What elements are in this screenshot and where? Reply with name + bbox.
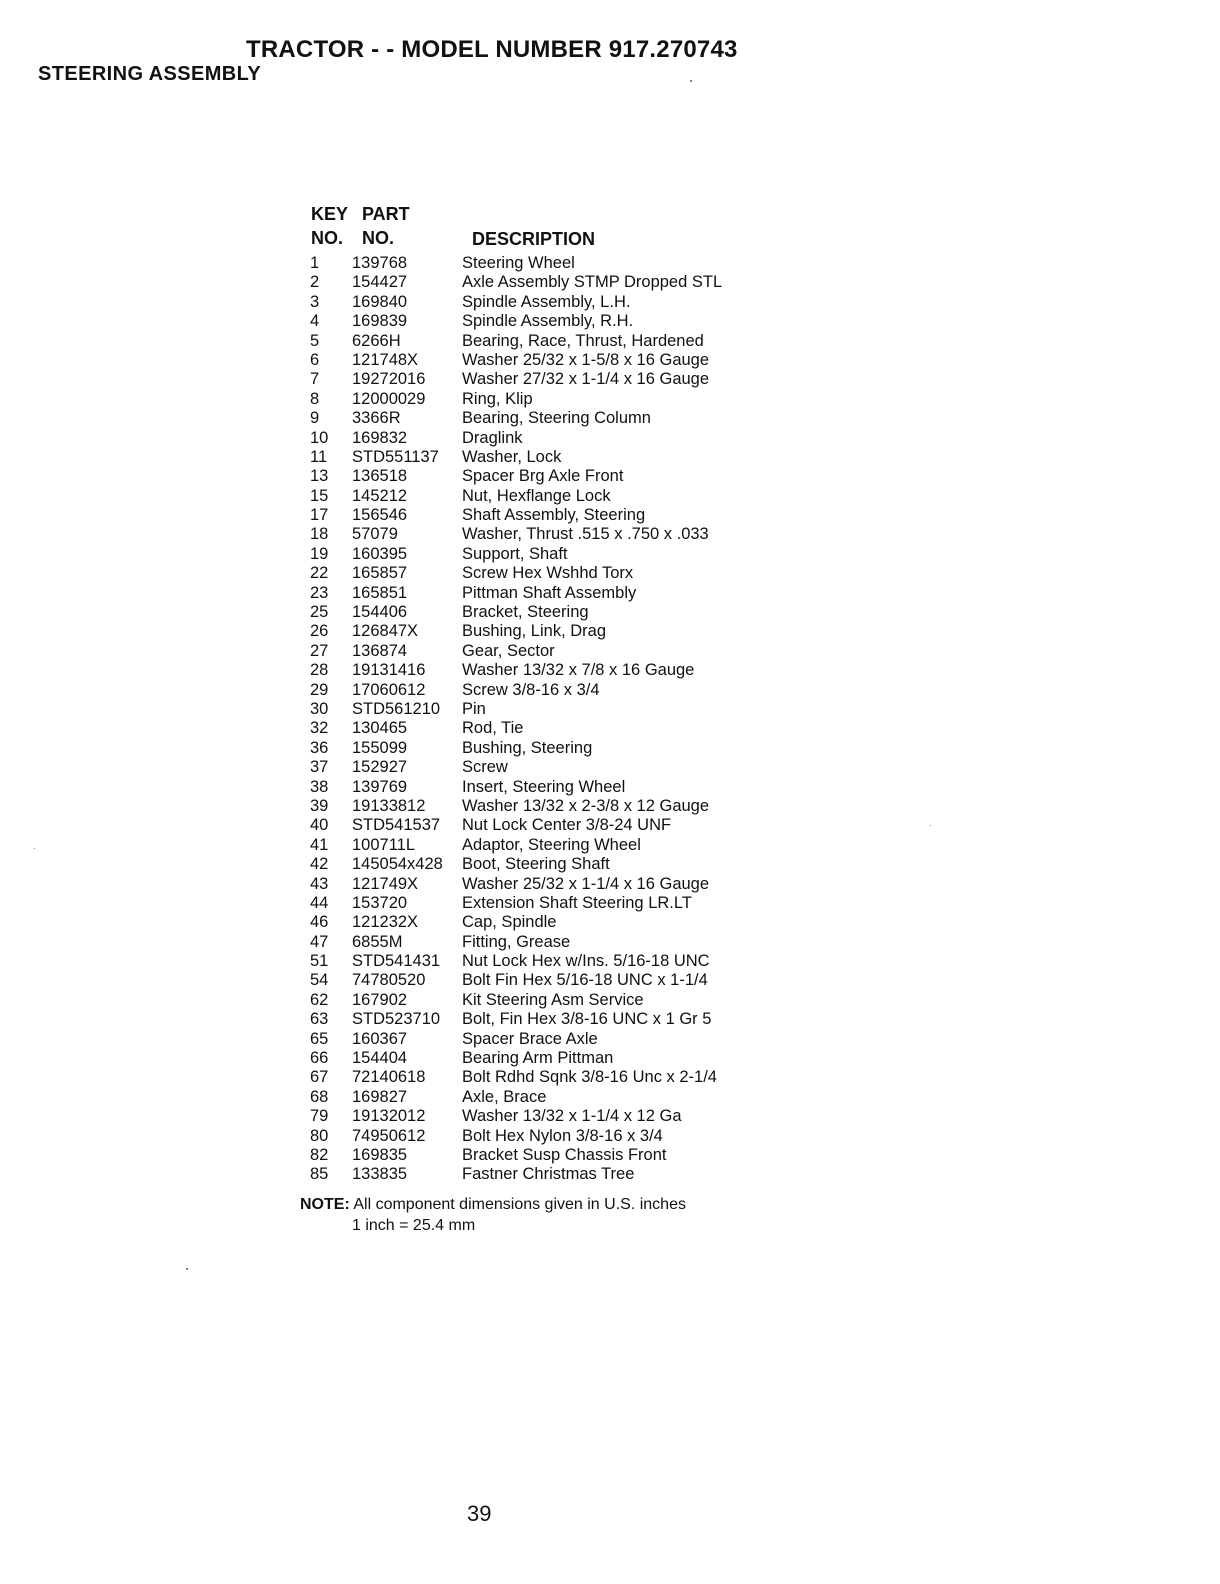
- part-no-cell: 121748X: [352, 350, 419, 369]
- part-no-cell: 74950612: [352, 1126, 426, 1145]
- key-no-cell: 23: [310, 583, 329, 602]
- description-cell: Screw 3/8-16 x 3/4: [462, 680, 600, 699]
- table-row: [300, 1107, 770, 1126]
- description-cell: Bracket, Steering: [462, 603, 589, 622]
- part-no-cell: 57079: [352, 525, 398, 544]
- table-row: [300, 855, 770, 874]
- description-cell: Washer 27/32 x 1-1/4 x 16 Gauge: [462, 370, 710, 389]
- table-row: [300, 603, 770, 622]
- key-no-cell: 30: [310, 699, 329, 718]
- part-no-cell: STD541537: [352, 816, 441, 835]
- table-row: [300, 719, 770, 738]
- note-text: All component dimensions given in U.S. inches: [353, 1196, 686, 1213]
- table-row: [300, 273, 770, 292]
- key-no-cell: 38: [310, 777, 329, 796]
- table-row: [300, 525, 770, 544]
- table-row: [300, 991, 770, 1010]
- table-row: [300, 1010, 770, 1029]
- part-no-cell: 12000029: [352, 389, 426, 408]
- key-no-cell: 62: [310, 990, 329, 1009]
- part-no-cell: 165857: [352, 564, 408, 583]
- key-no-cell: 36: [310, 738, 329, 757]
- key-no-cell: 10: [310, 428, 329, 447]
- description-cell: Pin: [462, 699, 486, 718]
- description-cell: Nut Lock Hex w/Ins. 5/16-18 UNC: [462, 952, 710, 971]
- key-no-cell: 54: [310, 971, 329, 990]
- key-no-cell: 27: [310, 641, 329, 660]
- key-no-cell: 19: [310, 544, 329, 563]
- part-no-cell: 169839: [352, 312, 408, 331]
- part-no-cell: 121232X: [352, 913, 419, 932]
- description-cell: Draglink: [462, 428, 523, 447]
- description-cell: Steering Wheel: [462, 254, 575, 272]
- description-cell: Axle, Brace: [462, 1087, 547, 1106]
- description-cell: Bolt Fin Hex 5/16-18 UNC x 1-1/4: [462, 971, 708, 990]
- part-no-cell: 121749X: [352, 874, 419, 893]
- part-no-cell: 169835: [352, 1145, 408, 1164]
- part-no-cell: 154406: [352, 603, 408, 622]
- description-header: DESCRIPTION: [472, 229, 596, 249]
- key-no-cell: 40: [310, 816, 329, 835]
- part-no-cell: 72140618: [352, 1068, 426, 1087]
- key-no-cell: 17: [310, 506, 329, 525]
- part-no-cell: 139768: [352, 254, 408, 272]
- note-label: NOTE:: [300, 1196, 350, 1213]
- key-no-cell: 41: [310, 835, 329, 854]
- table-row: [300, 1030, 770, 1049]
- key-no-cell: 47: [310, 932, 329, 951]
- key-no-cell: 80: [310, 1126, 329, 1145]
- part-no-cell: STD541431: [352, 952, 441, 971]
- table-row: [300, 1088, 770, 1107]
- description-cell: Rod, Tie: [462, 719, 524, 738]
- part-no-header-line1: PART: [362, 204, 410, 224]
- table-row: [300, 681, 770, 700]
- description-cell: Support, Shaft: [462, 544, 568, 563]
- part-no-cell: 136518: [352, 467, 408, 486]
- description-cell: Bearing Arm Pittman: [462, 1049, 614, 1068]
- part-no-cell: 169827: [352, 1087, 408, 1106]
- description-cell: Bolt, Fin Hex 3/8-16 UNC x 1 Gr 5: [462, 1010, 712, 1029]
- description-cell: Axle Assembly STMP Dropped STL: [462, 273, 723, 292]
- parts-list: [300, 254, 770, 1185]
- table-row: [300, 1127, 770, 1146]
- table-row: [300, 797, 770, 816]
- part-no-cell: 160367: [352, 1029, 408, 1048]
- description-cell: Spindle Assembly, R.H.: [462, 312, 634, 331]
- description-cell: Adaptor, Steering Wheel: [462, 835, 641, 854]
- description-cell: Spacer Brg Axle Front: [462, 467, 624, 486]
- description-cell: Fitting, Grease: [462, 932, 571, 951]
- description-cell: Pittman Shaft Assembly: [462, 583, 637, 602]
- table-row: [300, 894, 770, 913]
- table-row: [300, 622, 770, 641]
- part-no-cell: 169832: [352, 428, 408, 447]
- key-no-header-line2: NO.: [311, 228, 344, 248]
- description-cell: Nut Lock Center 3/8-24 UNF: [462, 816, 672, 835]
- table-row: [300, 293, 770, 312]
- part-no-cell: 156546: [352, 506, 408, 525]
- part-no-header-line2: NO.: [362, 228, 395, 248]
- table-row: [300, 584, 770, 603]
- table-row: [300, 390, 770, 409]
- table-row: [300, 1049, 770, 1068]
- description-cell: Washer 13/32 x 1-1/4 x 12 Ga: [462, 1107, 682, 1126]
- table-row: [300, 1146, 770, 1165]
- part-no-cell: 74780520: [352, 971, 426, 990]
- part-no-cell: 153720: [352, 893, 408, 912]
- part-no-cell: 19131416: [352, 661, 426, 680]
- page-number: 39: [467, 1501, 492, 1526]
- part-no-cell: 154404: [352, 1049, 408, 1068]
- description-cell: Washer 25/32 x 1-1/4 x 16 Gauge: [462, 874, 710, 893]
- key-no-cell: 39: [310, 796, 329, 815]
- key-no-cell: 68: [310, 1087, 329, 1106]
- description-cell: Washer 13/32 x 7/8 x 16 Gauge: [462, 661, 695, 680]
- table-row: [300, 564, 770, 583]
- description-cell: Washer, Thrust .515 x .750 x .033: [462, 525, 709, 544]
- table-row: [300, 487, 770, 506]
- key-no-header-line1: KEY: [311, 204, 349, 224]
- description-cell: Kit Steering Asm Service: [462, 990, 644, 1009]
- table-row: [300, 351, 770, 370]
- part-no-cell: 17060612: [352, 680, 426, 699]
- description-cell: Bearing, Steering Column: [462, 409, 651, 428]
- key-no-cell: 11: [310, 447, 328, 466]
- key-no-cell: 67: [310, 1068, 329, 1087]
- table-row: [300, 778, 770, 797]
- part-no-cell: 133835: [352, 1165, 408, 1184]
- table-row: [300, 739, 770, 758]
- table-row: [300, 1068, 770, 1087]
- table-row: [300, 836, 770, 855]
- part-no-cell: 145212: [352, 486, 408, 505]
- part-no-cell: 6855M: [352, 932, 403, 951]
- part-no-cell: STD561210: [352, 699, 441, 718]
- description-cell: Bolt Rdhd Sqnk 3/8-16 Unc x 2-1/4: [462, 1068, 717, 1087]
- key-no-cell: 6: [310, 350, 320, 369]
- part-no-cell: 3366R: [352, 409, 401, 428]
- table-row: [300, 913, 770, 932]
- description-cell: Spacer Brace Axle: [462, 1029, 598, 1048]
- part-no-cell: 100711L: [352, 835, 416, 854]
- table-row: [300, 758, 770, 777]
- part-no-cell: 19132012: [352, 1107, 426, 1126]
- part-no-cell: 154427: [352, 273, 408, 292]
- key-no-cell: 8: [310, 389, 320, 408]
- table-row: [300, 448, 770, 467]
- part-no-cell: 167902: [352, 990, 408, 1009]
- part-no-cell: 145054x428: [352, 855, 443, 874]
- table-row: [300, 661, 770, 680]
- part-no-cell: 19272016: [352, 370, 426, 389]
- key-no-cell: 29: [310, 680, 329, 699]
- description-cell: Washer 25/32 x 1-5/8 x 16 Gauge: [462, 350, 710, 369]
- description-cell: Insert, Steering Wheel: [462, 777, 626, 796]
- description-cell: Bushing, Link, Drag: [462, 622, 606, 641]
- part-no-cell: 139769: [352, 777, 408, 796]
- table-row: [300, 254, 770, 273]
- key-no-cell: 79: [310, 1107, 329, 1126]
- description-cell: Shaft Assembly, Steering: [462, 506, 646, 525]
- description-cell: Washer, Lock: [462, 447, 562, 466]
- description-cell: Washer 13/32 x 2-3/8 x 12 Gauge: [462, 796, 710, 815]
- section-title: STEERING ASSEMBLY: [38, 63, 262, 85]
- description-cell: Boot, Steering Shaft: [462, 855, 610, 874]
- table-row: [300, 370, 770, 389]
- key-no-cell: 7: [310, 370, 320, 389]
- description-cell: Bearing, Race, Thrust, Hardened: [462, 331, 704, 350]
- scan-speck: [186, 1268, 188, 1270]
- description-cell: Bracket Susp Chassis Front: [462, 1145, 667, 1164]
- key-no-cell: 3: [310, 292, 320, 311]
- key-no-cell: 82: [310, 1145, 329, 1164]
- key-no-cell: 28: [310, 661, 329, 680]
- scan-speck: [690, 80, 692, 82]
- key-no-cell: 42: [310, 855, 329, 874]
- key-no-cell: 2: [310, 273, 320, 292]
- description-cell: Gear, Sector: [462, 641, 555, 660]
- table-row: [300, 467, 770, 486]
- table-row: [300, 429, 770, 448]
- table-row: [300, 312, 770, 331]
- part-no-cell: STD523710: [352, 1010, 441, 1029]
- part-no-cell: 126847X: [352, 622, 419, 641]
- key-no-cell: 51: [310, 952, 329, 971]
- part-no-cell: 169840: [352, 292, 408, 311]
- table-row: [300, 332, 770, 351]
- part-no-cell: 165851: [352, 583, 408, 602]
- table-row: [300, 409, 770, 428]
- key-no-cell: 32: [310, 719, 329, 738]
- key-no-cell: 37: [310, 758, 329, 777]
- scan-speck: [34, 848, 35, 849]
- note-conversion: 1 inch = 25.4 mm: [352, 1217, 476, 1234]
- key-no-cell: 15: [310, 486, 329, 505]
- page-title: TRACTOR - - MODEL NUMBER 917.270743: [246, 36, 738, 63]
- key-no-cell: 9: [310, 409, 320, 428]
- part-no-cell: STD551137: [352, 447, 439, 466]
- part-no-cell: 19133812: [352, 796, 426, 815]
- key-no-cell: 13: [310, 467, 329, 486]
- key-no-cell: 4: [310, 312, 320, 331]
- table-row: [300, 952, 770, 971]
- part-no-cell: 130465: [352, 719, 408, 738]
- table-row: [300, 971, 770, 990]
- scan-speck: [930, 825, 931, 826]
- key-no-cell: 85: [310, 1165, 329, 1184]
- table-row: [300, 816, 770, 835]
- key-no-cell: 18: [310, 525, 329, 544]
- table-row: [300, 700, 770, 719]
- key-no-cell: 1: [310, 254, 320, 272]
- description-cell: Cap, Spindle: [462, 913, 557, 932]
- description-cell: Ring, Klip: [462, 389, 533, 408]
- key-no-cell: 65: [310, 1029, 329, 1048]
- key-no-cell: 25: [310, 603, 329, 622]
- description-cell: Screw Hex Wshhd Torx: [462, 564, 634, 583]
- part-no-cell: 155099: [352, 738, 408, 757]
- description-cell: Spindle Assembly, L.H.: [462, 292, 631, 311]
- description-cell: Nut, Hexflange Lock: [462, 486, 611, 505]
- table-row: [300, 545, 770, 564]
- key-no-cell: 5: [310, 331, 320, 350]
- description-cell: Fastner Christmas Tree: [462, 1165, 635, 1184]
- description-cell: Bolt Hex Nylon 3/8-16 x 3/4: [462, 1126, 663, 1145]
- table-row: [300, 875, 770, 894]
- description-cell: Screw: [462, 758, 508, 777]
- key-no-cell: 43: [310, 874, 329, 893]
- key-no-cell: 66: [310, 1049, 329, 1068]
- table-row: [300, 1165, 770, 1184]
- description-cell: Bushing, Steering: [462, 738, 593, 757]
- table-row: [300, 933, 770, 952]
- table-row: [300, 642, 770, 661]
- part-no-cell: 160395: [352, 544, 408, 563]
- part-no-cell: 6266H: [352, 331, 401, 350]
- key-no-cell: 46: [310, 913, 329, 932]
- part-no-cell: 136874: [352, 641, 408, 660]
- part-no-cell: 152927: [352, 758, 408, 777]
- key-no-cell: 63: [310, 1010, 329, 1029]
- description-cell: Extension Shaft Steering LR.LT: [462, 893, 692, 912]
- table-row: [300, 506, 770, 525]
- key-no-cell: 26: [310, 622, 329, 641]
- key-no-cell: 44: [310, 893, 329, 912]
- key-no-cell: 22: [310, 564, 329, 583]
- note: [300, 1194, 686, 1236]
